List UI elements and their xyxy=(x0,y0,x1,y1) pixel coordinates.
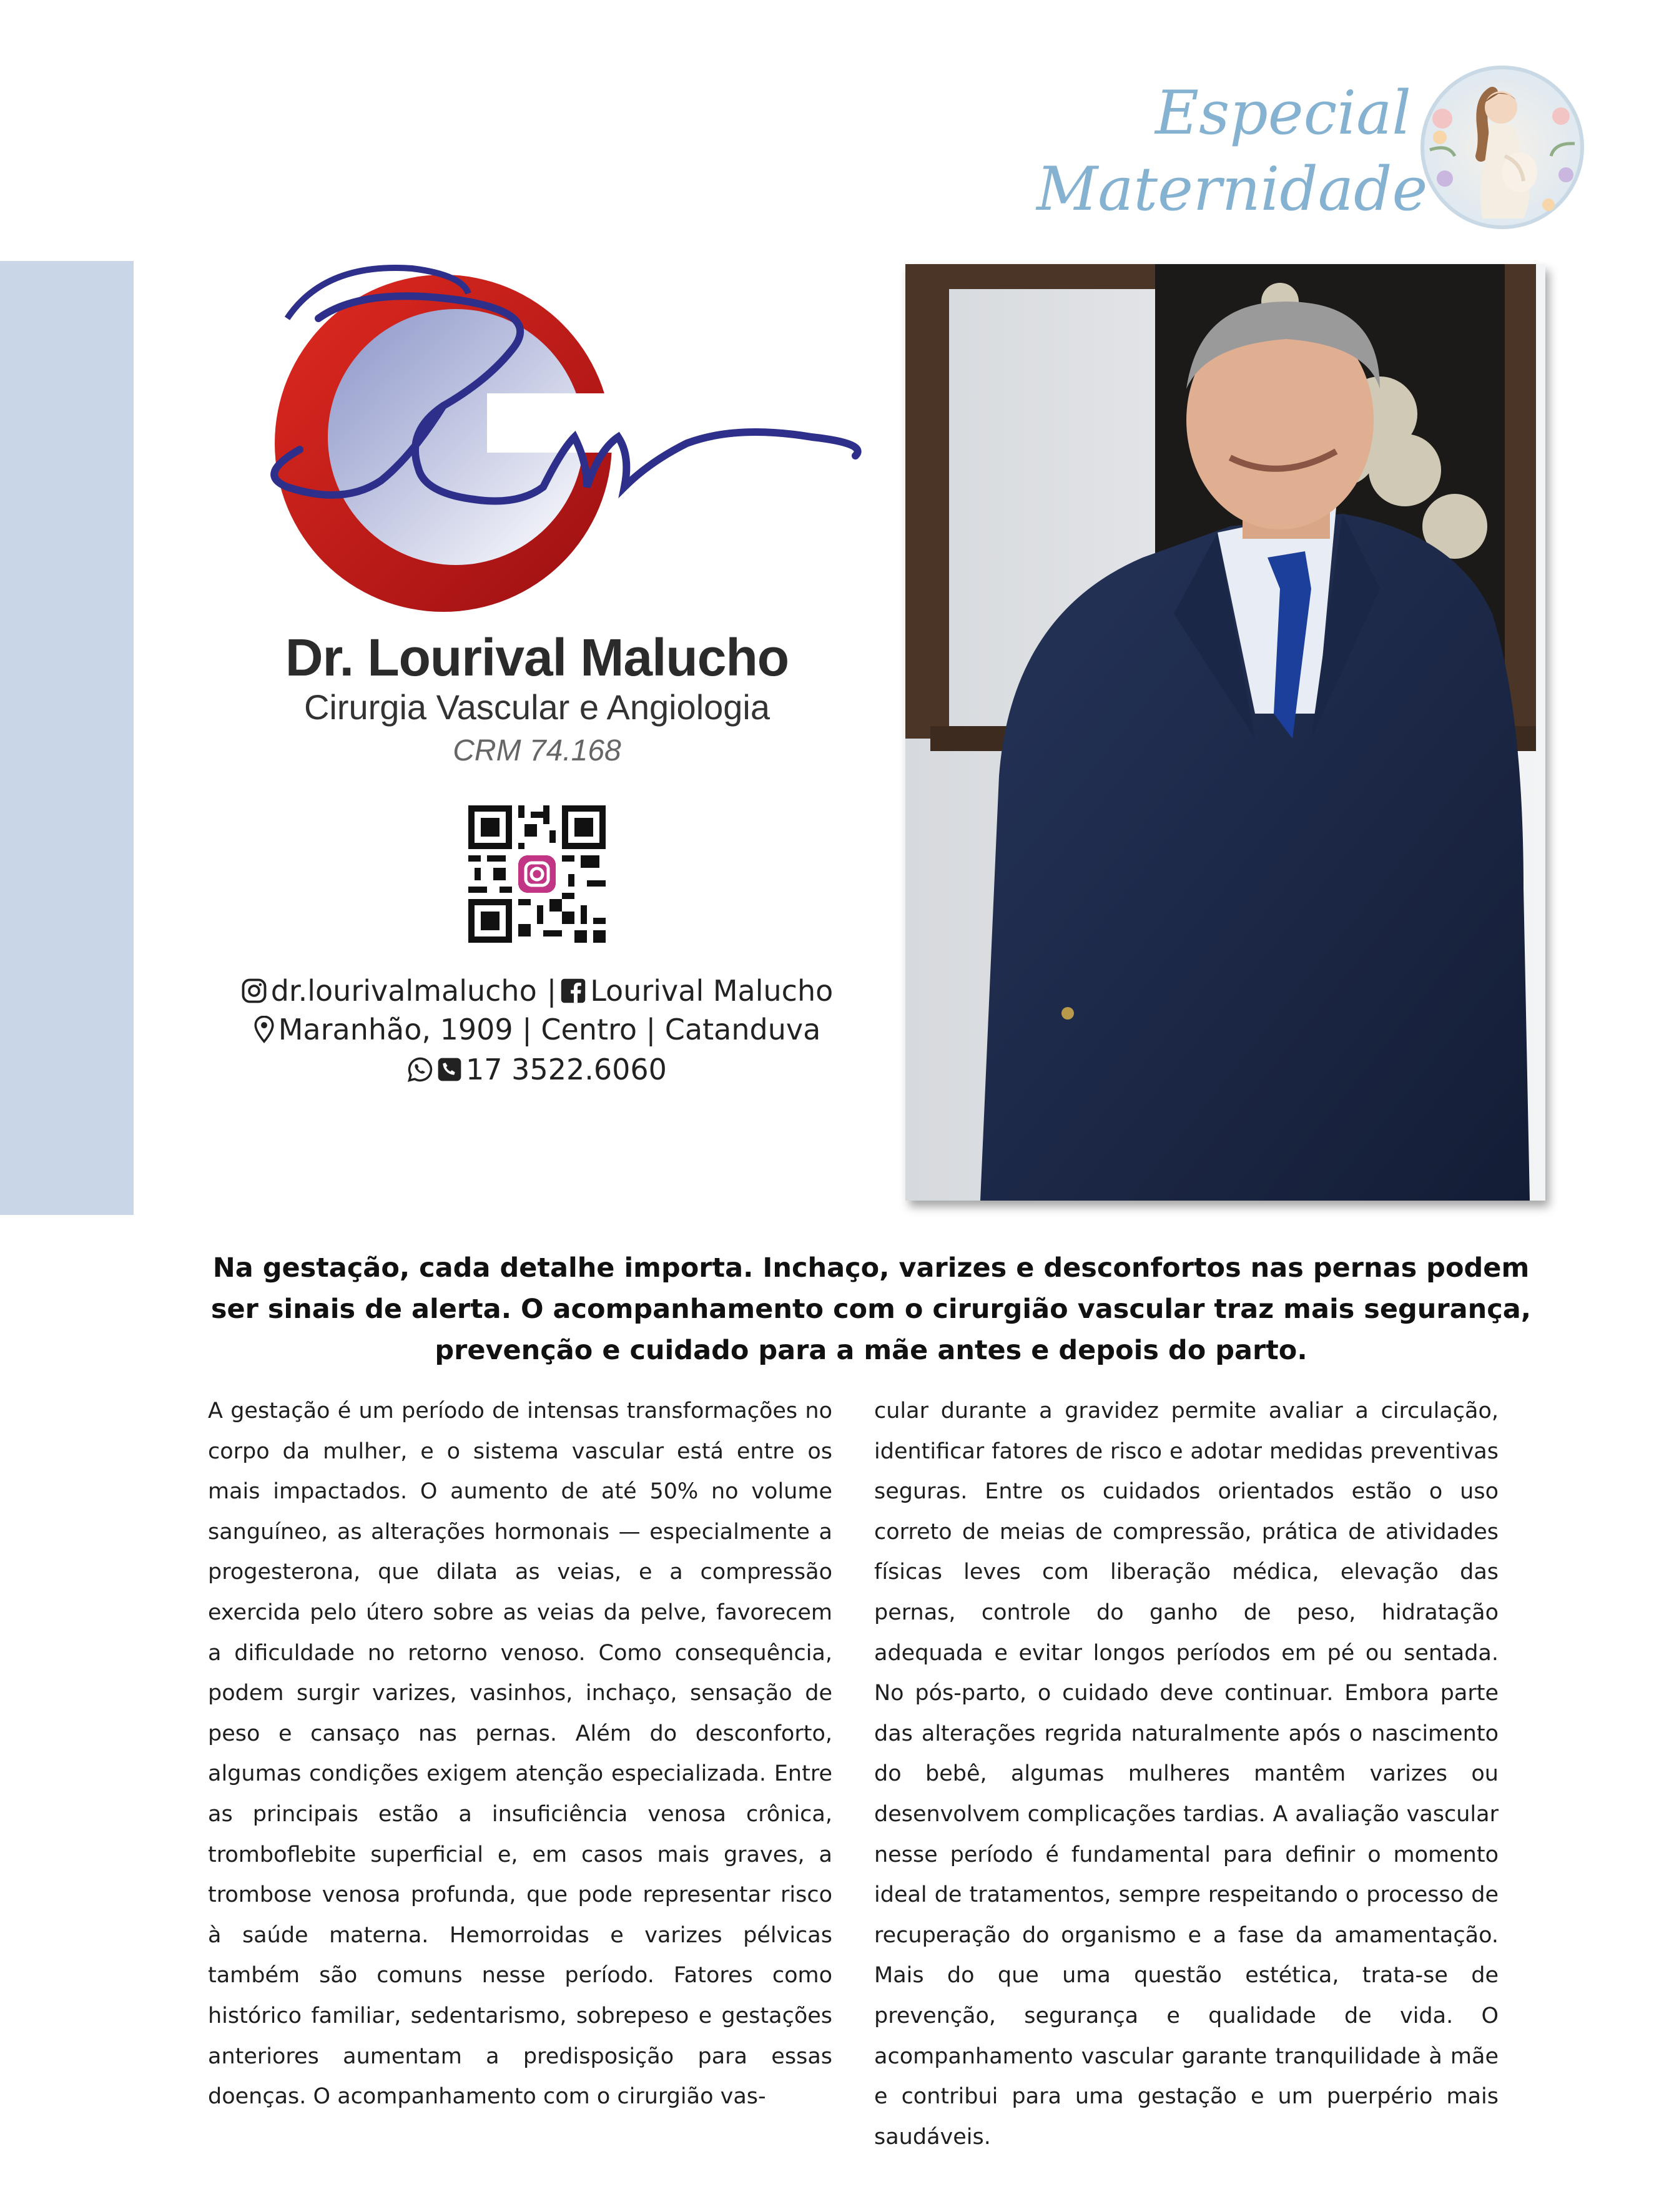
section-title-line1: Especial xyxy=(1154,78,1411,148)
article-column-1: A gestação é um período de intensas transformações no corpo da mulher, e o sistema vascular está entre os mais impactados. O aumento de até 50% no volume sanguíneo, as alterações hormonais — especialmente a progesterona, que dilata as veias, e a compressão exercida pelo útero sobre as veias da pelve, favorecem a dificuldade no retorno venoso. Como consequência, podem surgir varizes, vasinhos, inchaço, sensação de peso e cansaço nas pernas. Além do desconforto, algumas condições exigem atenção especializada. Entre as principais estão a insuficiência venosa crônica, tromboflebite superficial e, em casos mais graves, a trombose venosa profunda, que pode representar risco à saúde materna. Hemorroidas e varizes pélvicas também são comuns nesse período. Fatores como histórico familiar, sedentarismo, sobrepeso e gestações anteriores aumentam a predisposição para essas doenças. O acompanhamento com o cirurgião vas- xyxy=(208,1398,832,2110)
doctor-name: Dr. Lourival Malucho xyxy=(285,628,789,687)
doctor-specialty: Cirurgia Vascular e Angiologia xyxy=(303,687,770,727)
whatsapp-icon xyxy=(407,1056,433,1083)
facebook-icon xyxy=(560,978,586,1004)
article-column-2: cular durante a gravidez permite avaliar a circulação, identificar fatores de risco e adotar medidas preventivas seguras. Entre os cuidados orientados estão o uso correto de meias de compressão, prática de atividades físicas leves com liberação médica, elevação das pernas, controle do ganho de peso, hidratação adequada e evitar longos períodos em pé ou sentada. No pós-parto, o cuidado deve continuar. Embora parte das alterações regrida naturalmente após o nascimento do bebê, algumas mulheres mantêm varizes ou desenvolvem complicações tardias. A avaliação vascular nesse período é fundamental para definir o momento ideal de tratamentos, sempre respeitando o processo de recuperação do organismo e a fase da amamentação. Mais do que uma questão estética, trata-se de prevenção, segurança e qualidade de vida. O acompanhamento vascular garante tranquilidade à mãe e contribui para uma gestação e um puerpério mais saudáveis. xyxy=(874,1398,1499,2150)
pregnant-woman-icon xyxy=(1417,62,1587,232)
contact-address-row xyxy=(206,1013,868,1046)
contact-phone-row xyxy=(206,1053,868,1086)
instagram-handle[interactable]: dr.lourivalmalucho xyxy=(270,974,537,1008)
separator: | xyxy=(546,974,557,1008)
contact-social-row xyxy=(206,974,868,1008)
phone-icon xyxy=(437,1057,462,1082)
instagram-icon xyxy=(241,978,267,1004)
phone-number[interactable]: 17 3522.6060 xyxy=(466,1053,667,1086)
section-title-line2: Maternidade xyxy=(1036,154,1428,224)
accent-bar xyxy=(0,261,134,1215)
doctor-portrait xyxy=(905,264,1545,1201)
facebook-name[interactable]: Lourival Malucho xyxy=(590,974,834,1008)
section-title xyxy=(1036,75,1428,227)
map-pin-icon xyxy=(254,1016,275,1043)
address-text: Maranhão, 1909 | Centro | Catanduva xyxy=(278,1013,821,1046)
doctor-crm: CRM 74.168 xyxy=(453,734,621,767)
qr-code-icon[interactable] xyxy=(468,805,606,943)
lm-monogram-logo-icon xyxy=(250,250,868,624)
article-lead: Na gestação, cada detalhe importa. Inchaço, varizes e desconfortos nas pernas podem ser sinais de alerta. O acompanhamento com o cirurgião vascular traz mais segurança, prevenção e cuidado para a mãe antes e depois do parto. xyxy=(210,1252,1532,1366)
